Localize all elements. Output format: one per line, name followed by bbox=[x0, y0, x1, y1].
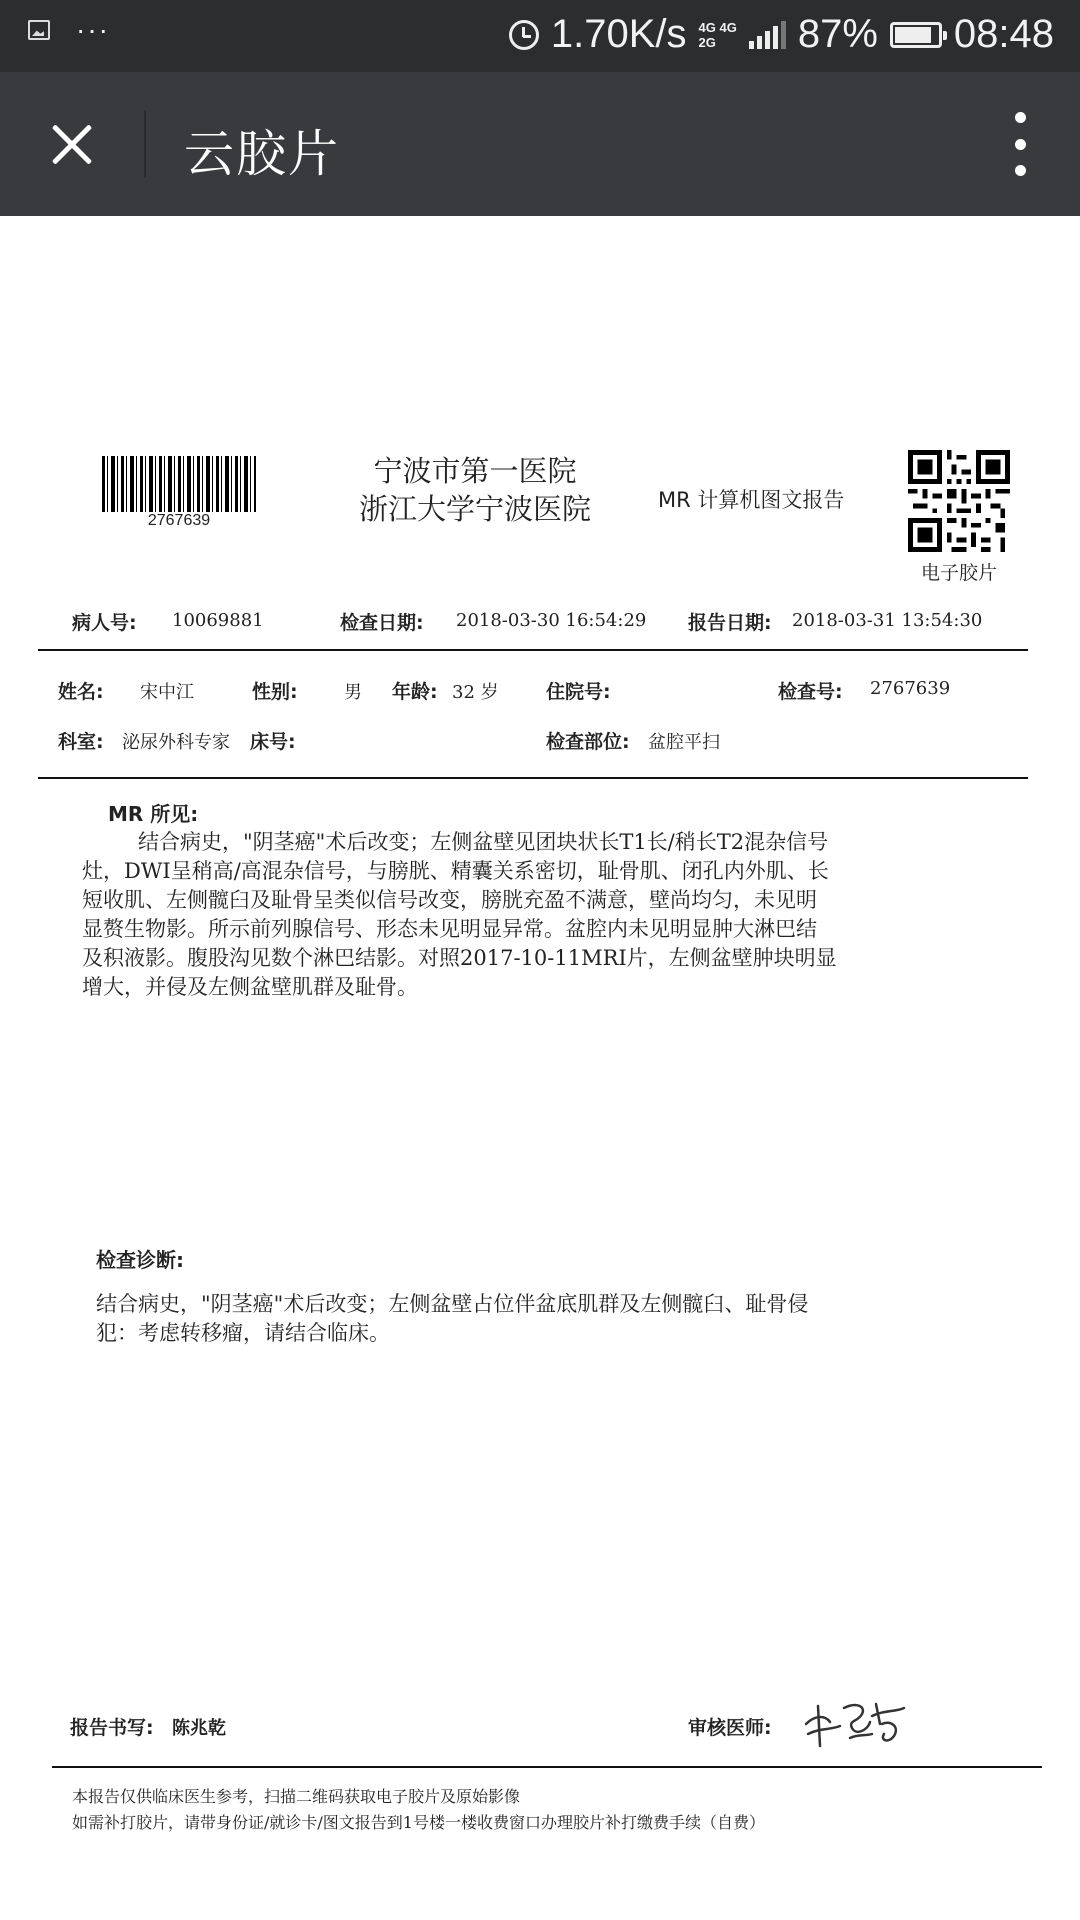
patient-no-label: 病人号: bbox=[72, 612, 137, 634]
status-bar bbox=[0, 0, 1080, 72]
footer-note-1: 本报告仅供临床医生参考，扫描二维码获取电子胶片及原始影像 bbox=[72, 1787, 521, 1806]
title-bar bbox=[0, 72, 1080, 216]
age: 32 岁 bbox=[452, 682, 499, 703]
battery-percent: 87% bbox=[797, 12, 878, 56]
page-title: 云胶片 bbox=[184, 125, 340, 183]
exam-date: 2018-03-30 16:54:29 bbox=[456, 610, 647, 631]
patient-name: 宋中江 bbox=[140, 682, 194, 703]
close-icon[interactable] bbox=[40, 116, 104, 172]
diagnosis-text: 结合病史，"阴茎癌"术后改变；左侧盆壁占位伴盆底肌群及左侧髋臼、耻骨侵 犯：考虑转移瘤，请结合临床。 bbox=[96, 1292, 809, 1345]
gender: 男 bbox=[344, 682, 362, 703]
footer-divider bbox=[52, 1766, 1042, 1768]
age-label: 年龄: bbox=[392, 681, 438, 703]
qr-label: 电子胶片 bbox=[920, 562, 997, 584]
signal-icon bbox=[749, 21, 786, 49]
report-writer: 陈兆乾 bbox=[172, 1718, 226, 1739]
reviewer-signature bbox=[800, 1694, 912, 1752]
footer-note-2: 如需补打胶片，请带身份证/就诊卡/图文报告到1号楼一楼收费窗口办理胶片补打缴费手续（自费） bbox=[72, 1813, 765, 1832]
report-document bbox=[0, 216, 1080, 1920]
divider bbox=[144, 110, 146, 178]
department: 泌尿外科专家 bbox=[122, 732, 230, 753]
exam-no-label: 检查号: bbox=[778, 681, 843, 703]
exam-date-label: 检查日期: bbox=[340, 612, 424, 634]
report-date-label: 报告日期: bbox=[688, 612, 772, 634]
qr-code[interactable] bbox=[908, 450, 1010, 552]
exam-no: 2767639 bbox=[870, 678, 951, 699]
more-notifications-icon: ··· bbox=[76, 14, 110, 45]
report-type: MR 计算机图文报告 bbox=[658, 488, 845, 512]
findings-text: 结合病史，"阴茎癌"术后改变；左侧盆壁见团块状长T1长/稍长T2混杂信号 灶，DWI呈稍高/高混杂信号，与膀胱、精囊关系密切，耻骨肌、闭孔内外肌、长 短收肌、左侧髋臼及耻骨呈类似信号改变，膀胱充盈不满意，壁尚均匀，未见明 显赘生物影。所示前列腺信号、形态未见明显异常。盆腔内未见明显肿大淋巴结 及积液影。腹股沟见数个淋巴结影。对照2017-10-11MRI片，左侧盆壁肿块明显 增大，并侵及左侧盆壁肌群及耻骨。 bbox=[82, 830, 837, 999]
exam-part-label: 检查部位: bbox=[546, 731, 630, 753]
network-speed: 1.70K/s bbox=[550, 12, 687, 56]
patient-no: 10069881 bbox=[172, 610, 264, 631]
gender-label: 性别: bbox=[252, 681, 298, 703]
network-type: 4G 4G 2G bbox=[698, 19, 737, 50]
diagnosis-title: 检查诊断: bbox=[96, 1248, 184, 1272]
report-date: 2018-03-31 13:54:30 bbox=[792, 610, 983, 631]
more-options-icon[interactable] bbox=[1008, 112, 1032, 176]
name-label: 姓名: bbox=[58, 681, 104, 703]
barcode bbox=[102, 456, 256, 512]
barcode-number: 2767639 bbox=[147, 512, 211, 529]
findings-title: MR 所见: bbox=[108, 802, 199, 826]
inpatient-no-label: 住院号: bbox=[546, 681, 611, 703]
dept-label: 科室: bbox=[58, 731, 104, 753]
reviewer-label: 审核医师: bbox=[688, 1717, 772, 1739]
battery-icon bbox=[890, 22, 942, 48]
divider-line bbox=[38, 649, 1028, 651]
writer-label: 报告书写: bbox=[70, 1717, 154, 1739]
hospital-name: 宁波市第一医院 浙江大学宁波医院 bbox=[358, 454, 591, 526]
alarm-icon bbox=[509, 20, 539, 50]
clock: 08:48 bbox=[953, 12, 1054, 56]
bed-label: 床号: bbox=[250, 731, 296, 753]
image-notification-icon bbox=[28, 20, 50, 40]
divider-line bbox=[38, 777, 1028, 779]
exam-part: 盆腔平扫 bbox=[648, 732, 720, 753]
